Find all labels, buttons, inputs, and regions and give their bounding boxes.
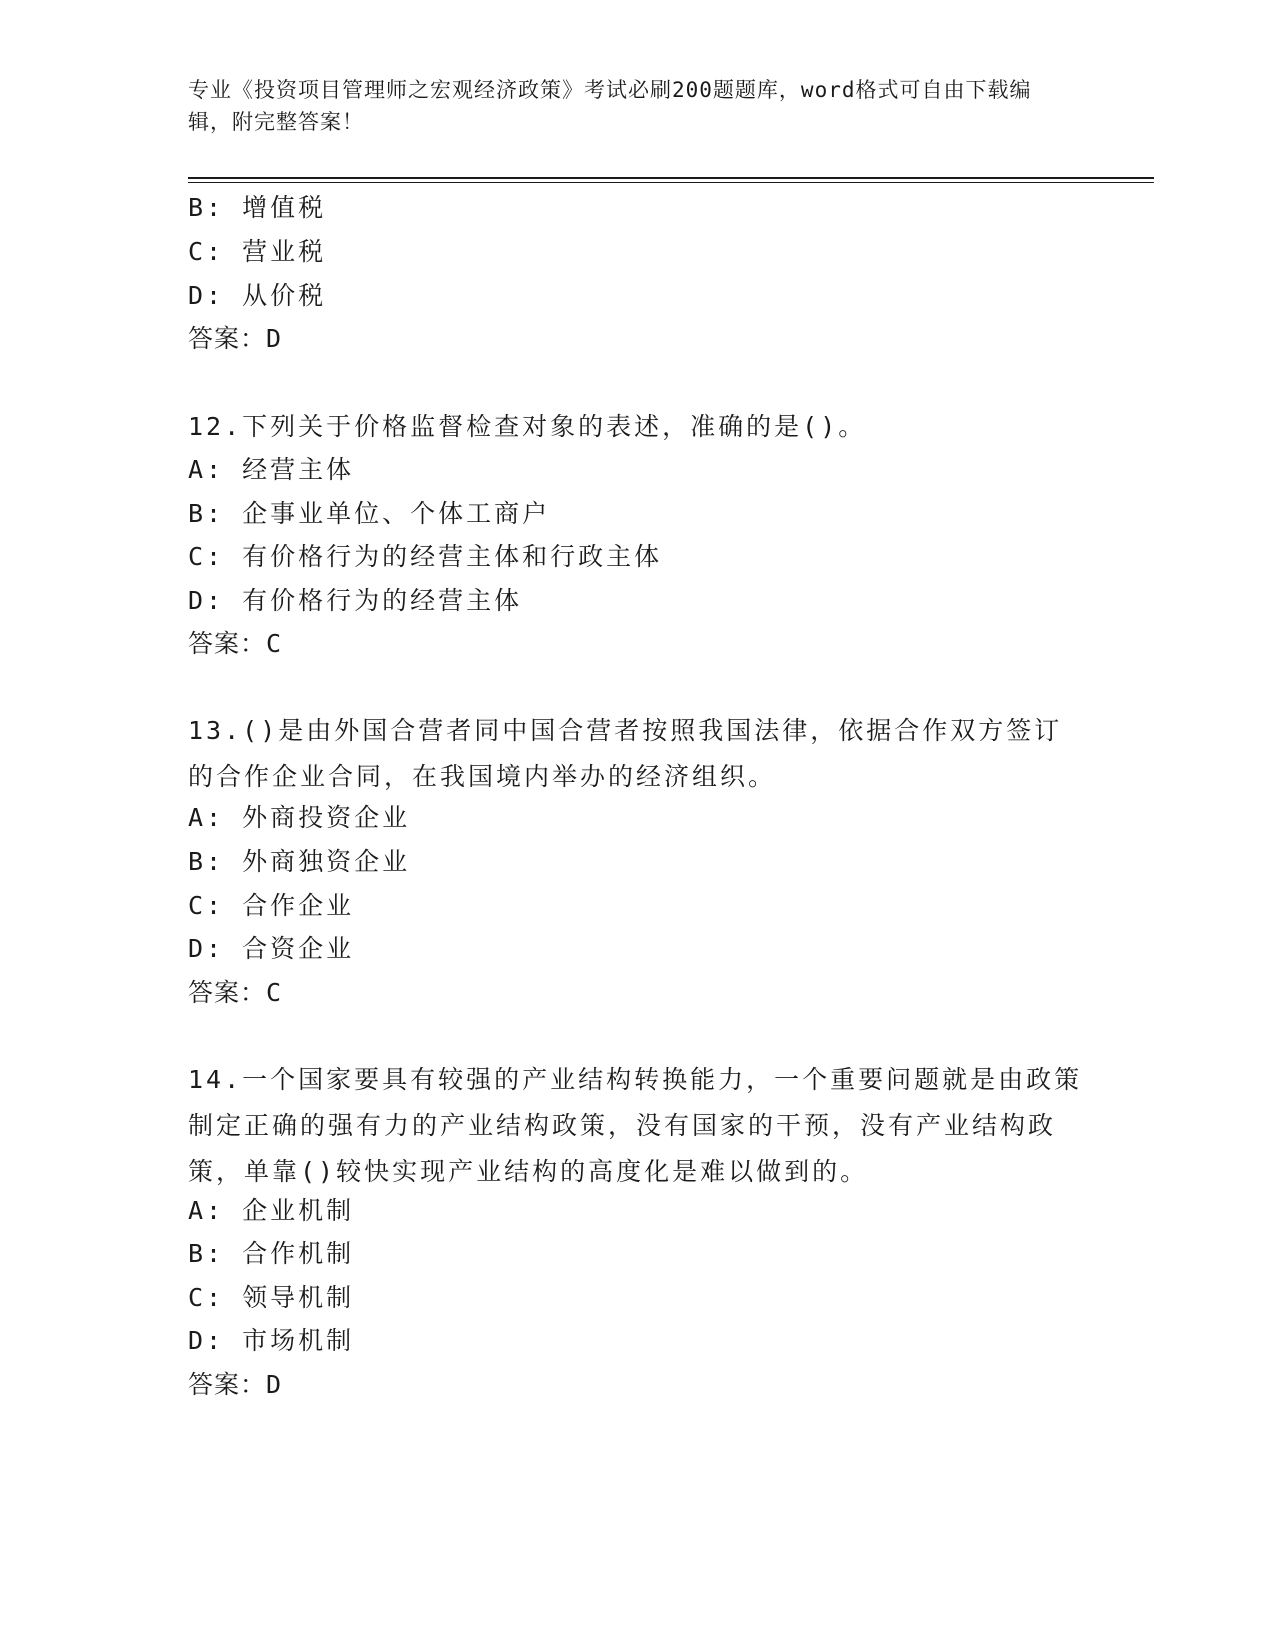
document-header-title: 专业《投资项目管理师之宏观经济政策》考试必刷200题题库，word格式可自由下载编辑，附完整答案！ [188, 78, 1032, 134]
q13-answer: 答案：C [188, 978, 283, 1007]
q14-answer: 答案：D [188, 1370, 283, 1399]
q14-option-b: B: 合作机制 [188, 1239, 355, 1268]
q12-option-d: D: 有价格行为的经营主体 [188, 586, 523, 615]
q14-option-d: D: 市场机制 [188, 1326, 355, 1355]
q12-answer: 答案：C [188, 629, 283, 658]
q13-option-c: C: 合作企业 [188, 891, 355, 920]
q14-option-c: C: 领导机制 [188, 1283, 355, 1312]
header-rule-thick [188, 177, 1154, 179]
q12-option-a: A: 经营主体 [188, 455, 355, 484]
q13-option-d: D: 合资企业 [188, 934, 355, 963]
q13-option-a: A: 外商投资企业 [188, 803, 411, 832]
q11-option-c: C: 营业税 [188, 237, 327, 266]
q11-option-b: B: 增值税 [188, 193, 327, 222]
q14-question: 14.一个国家要具有较强的产业结构转换能力，一个重要问题就是由政策制定正确的强有力的产业结构政策，没有国家的干预，没有产业结构政策，单靠()较快实现产业结构的高度化是难以做到的。 [188, 1065, 1083, 1186]
q11-answer: 答案：D [188, 324, 283, 353]
q12-option-b: B: 企事业单位、个体工商户 [188, 499, 551, 528]
q12-question: 12.下列关于价格监督检查对象的表述，准确的是()。 [188, 412, 867, 441]
q13-question: 13.()是由外国合营者同中国合营者按照我国法律，依据合作双方签订的合作企业合同，在我国境内举办的经济组织。 [188, 716, 1063, 791]
q14-option-a: A: 企业机制 [188, 1196, 355, 1225]
q12-option-c: C: 有价格行为的经营主体和行政主体 [188, 542, 663, 571]
header-rule-thin [188, 182, 1154, 183]
q11-option-d: D: 从价税 [188, 281, 327, 310]
q13-option-b: B: 外商独资企业 [188, 847, 411, 876]
